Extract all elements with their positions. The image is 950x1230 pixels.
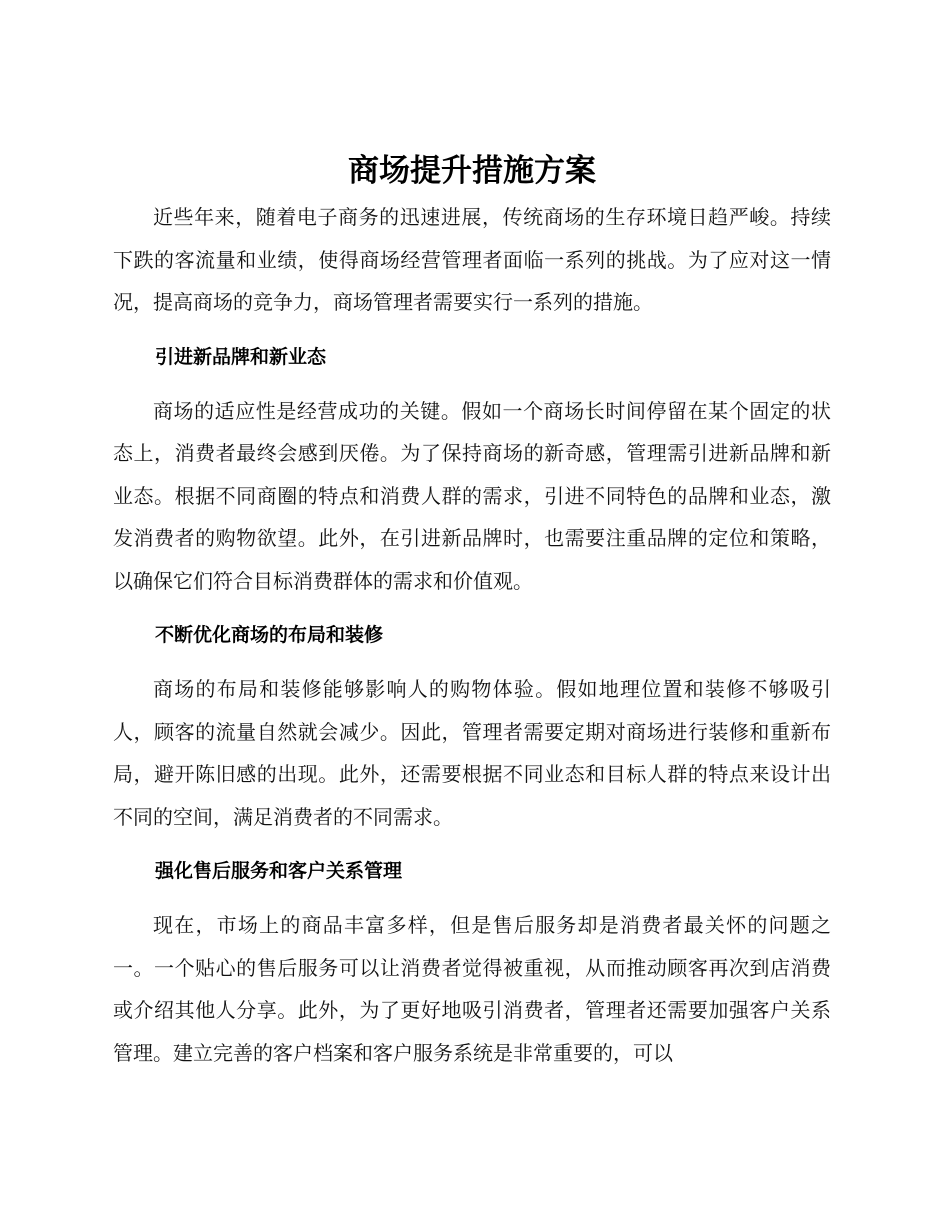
intro-paragraph: 近些年来，随着电子商务的迅速进展，传统商场的生存环境日趋严峻。持续下跌的客流量和业绩，使得商场经营管理者面临一系列的挑战。为了应对这一情况，提高商场的竞争力，商场管理者需要实行一系列的措施。 [113,205,831,314]
document-title: 商场提升措施方案 [348,153,596,189]
section-body-layout-decoration: 商场的布局和装修能够影响人的购物体验。假如地理位置和装修不够吸引人，顾客的流量自然就会减少。因此，管理者需要定期对商场进行装修和重新布局，避开陈旧感的出现。此外，还需要根据不同业态和目标人群的特点来设计出不同的空间，满足消费者的不同需求。 [113,677,831,829]
section-heading-new-brands: 引进新品牌和新业态 [155,345,327,368]
section-body-new-brands: 商场的适应性是经营成功的关键。假如一个商场长时间停留在某个固定的状态上，消费者最终会感到厌倦。为了保持商场的新奇感，管理需引进新品牌和新业态。根据不同商圈的特点和消费人群的需求，引进不同特色的品牌和业态，激发消费者的购物欲望。此外，在引进新品牌时，也需要注重品牌的定位和策略，以确保它们符合目标消费群体的需求和价值观。 [113,398,831,593]
section-heading-layout-decoration: 不断优化商场的布局和装修 [155,624,384,646]
section-body-after-sales: 现在，市场上的商品丰富多样，但是售后服务却是消费者最关怀的问题之一。一个贴心的售后服务可以让消费者觉得被重视，从而推动顾客再次到店消费或介绍其他人分享。此外，为了更好地吸引消费者，管理者还需要加强客户关系管理。建立完善的客户档案和客户服务系统是非常重要的，可以 [113,913,831,1065]
section-heading-after-sales: 强化售后服务和客户关系管理 [155,860,403,882]
document-content [113,150,831,1074]
